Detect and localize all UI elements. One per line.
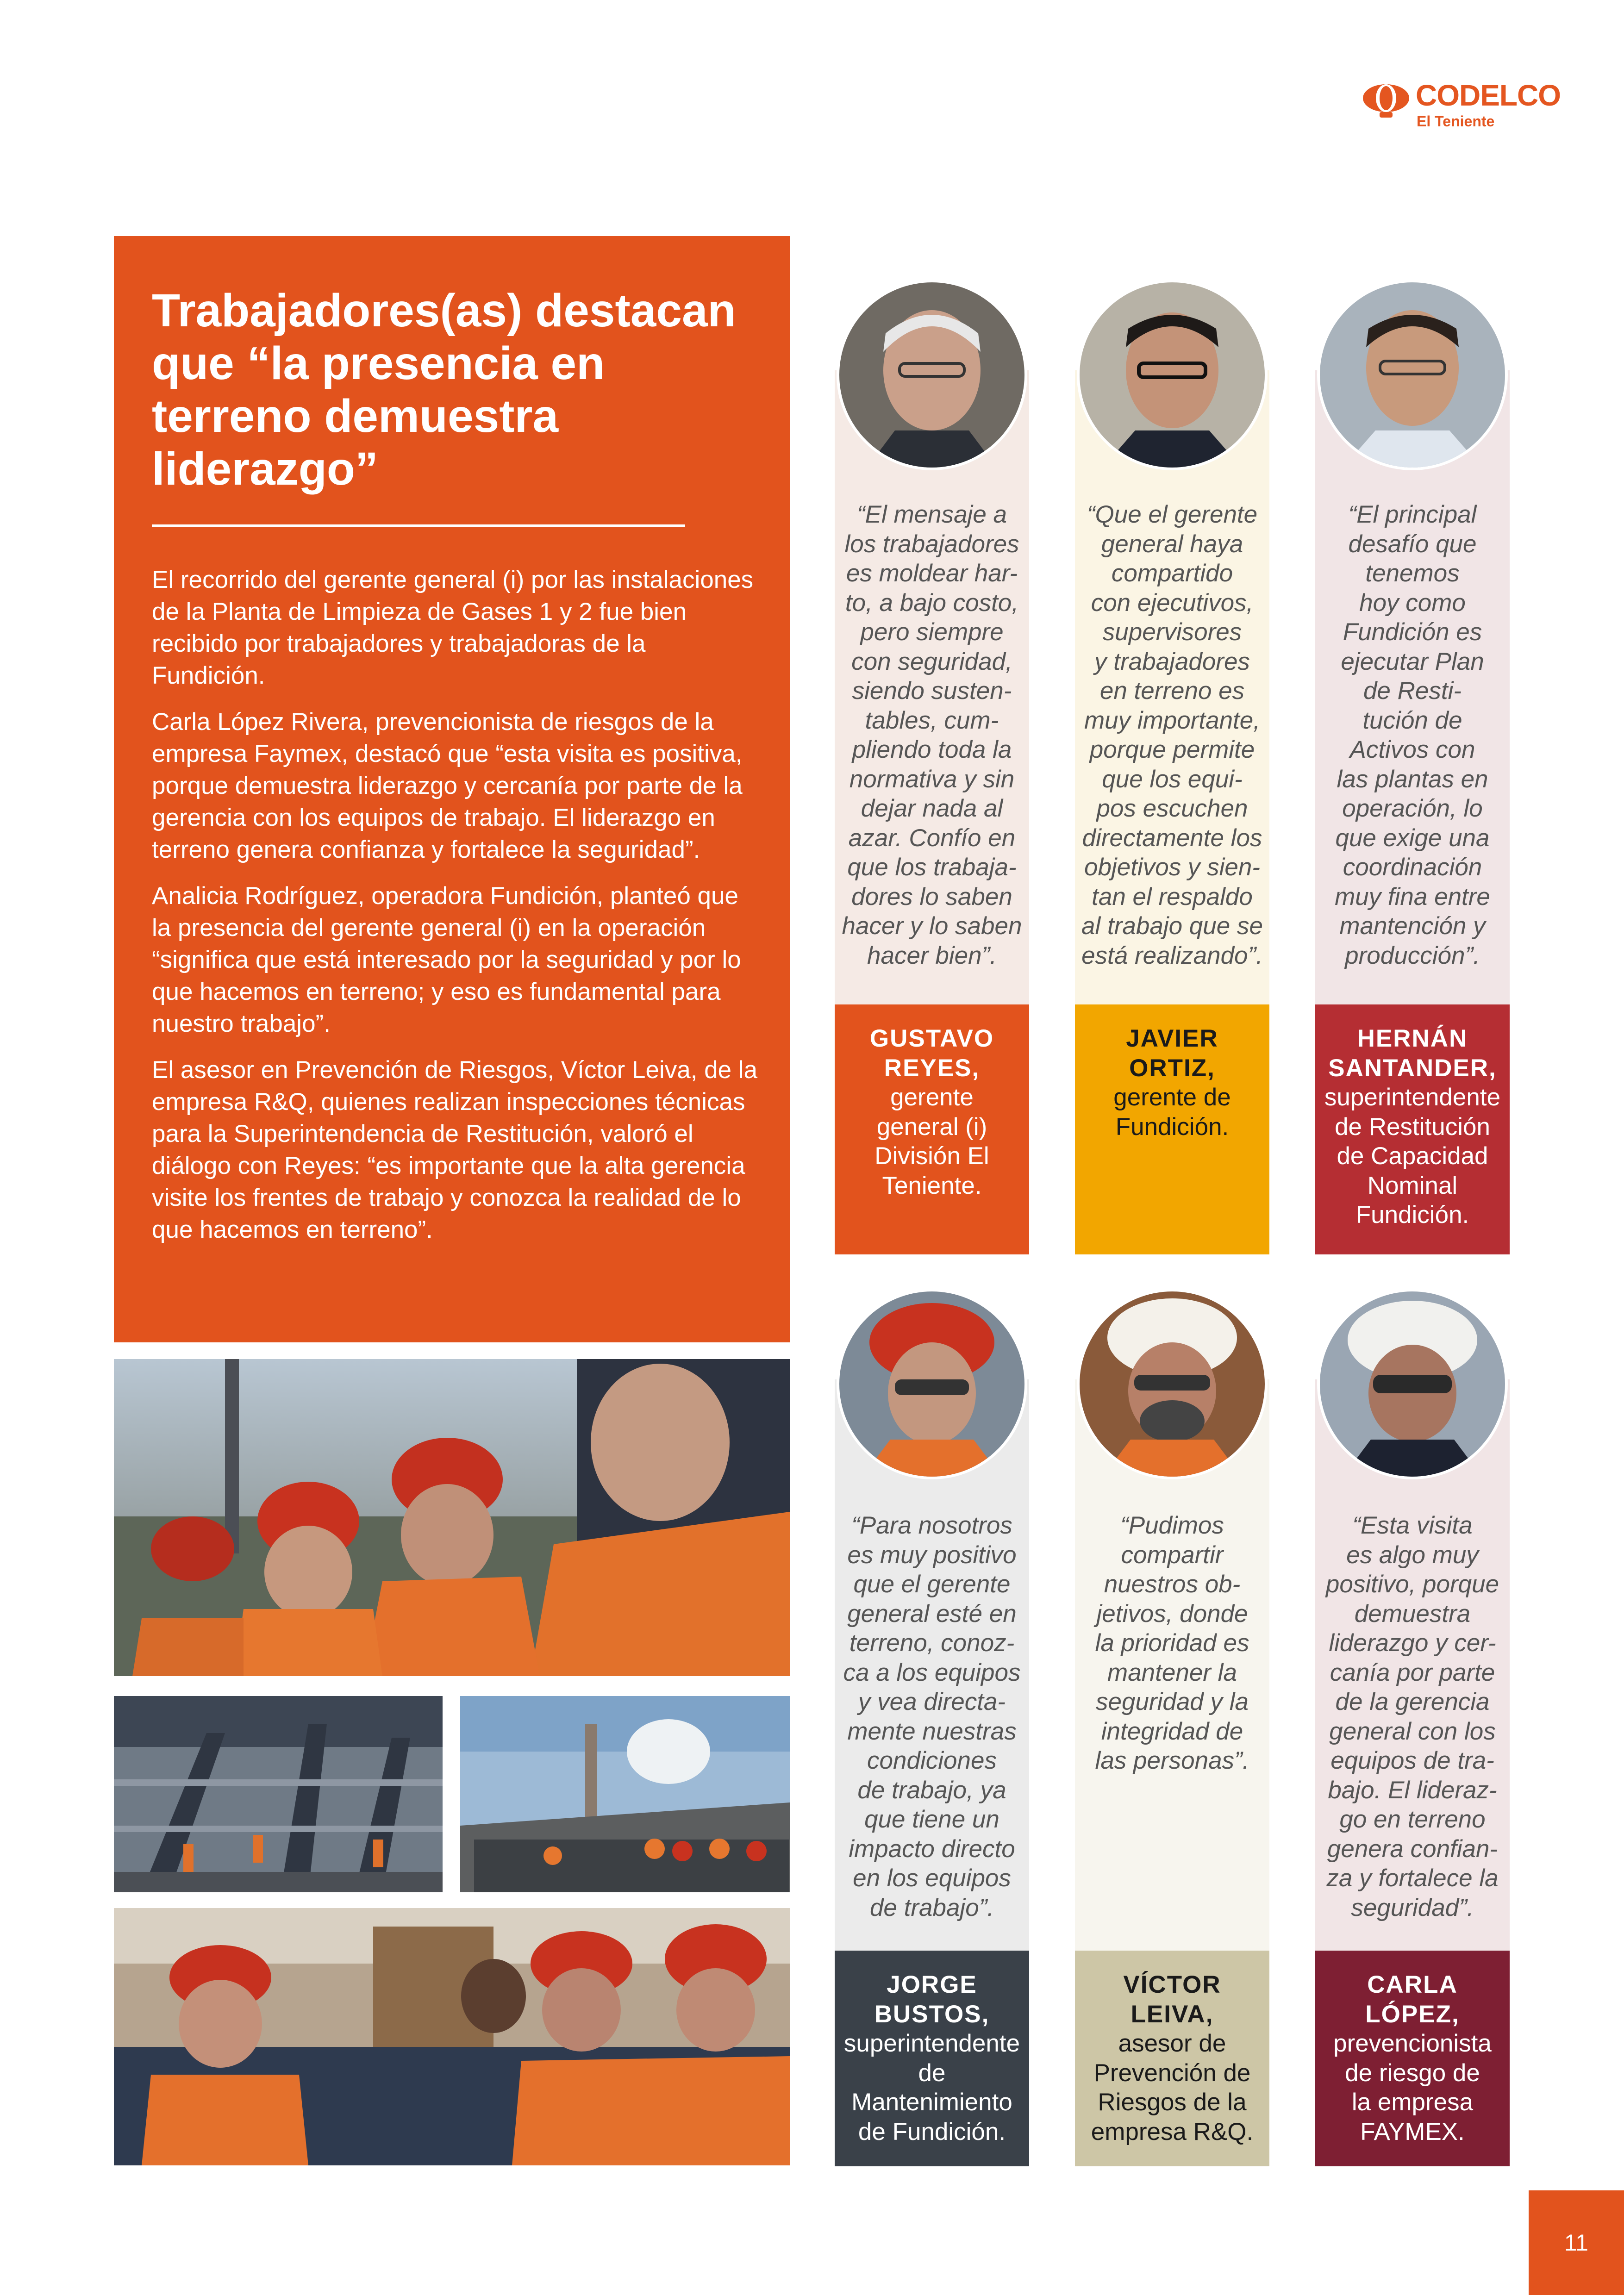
photo-workers-helmets — [114, 1359, 790, 1676]
name-box — [1315, 1004, 1510, 1254]
testimonial-card — [1075, 282, 1269, 1254]
name-box — [835, 1951, 1029, 2166]
person-role: prevencionista de riesgo de la empresa FAYMEX. — [1333, 2030, 1492, 2145]
name-box — [1075, 1004, 1269, 1254]
codelco-globe-icon — [1361, 81, 1411, 120]
person-name: JORGE BUSTOS, — [874, 1971, 990, 2028]
quote-text: “Para nosotros es muy positivo que el gerente general esté en terreno, conoz- ca a los equipos y vea directa- mente nuestras condiciones de trabajo, ya que tiene un impacto directo en los equipos de trabajo”. — [843, 1512, 1021, 1921]
quote-text: “El principal desafío que tenemos hoy como Fundición es ejecutar Plan de Resti- tución de Activos con las plantas en operación, lo que exige una coordinación muy fina entre mantención y producción”. — [1335, 501, 1490, 969]
person-name: VÍCTOR LEIVA, — [1123, 1971, 1221, 2028]
avatar — [1080, 282, 1265, 468]
person-name: JAVIER ORTIZ, — [1126, 1025, 1218, 1082]
avatar — [839, 1291, 1024, 1477]
name-box — [1315, 1951, 1510, 2166]
article-body — [152, 564, 758, 1260]
article-panel — [114, 236, 790, 1342]
testimonial-card — [1315, 282, 1510, 1254]
name-box — [835, 1004, 1029, 1254]
logo-division: El Teniente — [1417, 113, 1495, 130]
photo-smelter-chimney — [460, 1696, 790, 1892]
quote-text: “Que el gerente general haya compartido con ejecutivos, supervisores y trabajadores en terreno es muy importante, porque permite que los equi- pos escuchen directamente los objetivos y sien- tan el respaldo al trabajo que se está realizando”. — [1081, 501, 1263, 969]
person-role: asesor de Prevención de Riesgos de la empresa R&Q. — [1091, 2030, 1254, 2145]
quote-text: “El mensaje a los trabajadores es moldear har- to, a bajo costo, pero siempre con seguridad, siendo susten- tables, cum- pliendo toda la normativa y sin dejar nada al azar. Confío en que los trabaja- dores lo saben hacer y lo saben hacer bien”. — [842, 501, 1022, 969]
testimonial-card — [1075, 1291, 1269, 2166]
avatar — [839, 282, 1024, 468]
person-role: superintendente de Mantenimiento de Fundición. — [843, 2030, 1020, 2145]
testimonial-card — [1315, 1291, 1510, 2166]
testimonial-card — [835, 282, 1029, 1254]
article-paragraph: Carla López Rivera, prevencionista de riesgos de la empresa Faymex, destacó que “esta visita es positiva, porque demuestra liderazgo y cercanía por parte de la gerencia con los equipos de trabajo. El liderazgo en terreno genera confianza y fortalece la seguridad”. — [152, 708, 743, 863]
article-paragraph: El recorrido del gerente general (i) por las instalaciones de la Planta de Limpieza de Gases 1 y 2 fue bien recibido por trabajadores y trabajadoras de la Fundición. — [152, 566, 754, 689]
article-headline: Trabajadores(as) destacan que “la presencia en terreno demuestra liderazgo” — [152, 285, 736, 495]
article-paragraph: Analicia Rodríguez, operadora Fundición, planteó que la presencia del gerente general (i) en la operación “significa que está interesado por la seguridad y por lo que hacemos en terreno; y eso es fundamental para nuestro trabajo”. — [152, 882, 741, 1037]
person-name: CARLA LÓPEZ, — [1365, 1971, 1460, 2028]
person-role: gerente de Fundición. — [1113, 1084, 1231, 1141]
testimonial-card — [835, 1291, 1029, 2166]
person-name: HERNÁN SANTANDER, — [1328, 1025, 1497, 1082]
quote-text: “Pudimos compartir nuestros ob- jetivos, donde la prioridad es mantener la seguridad y la integridad de las personas”. — [1095, 1512, 1249, 1774]
person-name: GUSTAVO REYES, — [869, 1025, 994, 1082]
avatar — [1080, 1291, 1265, 1477]
avatar — [1320, 1291, 1505, 1477]
avatar — [1320, 282, 1505, 468]
logo-brand: CODELCO — [1416, 79, 1561, 112]
page-number: 11 — [1529, 2190, 1624, 2295]
photo-plant-structure — [114, 1696, 443, 1892]
person-role: gerente general (i) División El Teniente. — [874, 1084, 989, 1199]
person-role: superintendente de Restitución de Capacidad Nominal Fundición. — [1324, 1084, 1501, 1229]
article-paragraph: El asesor en Prevención de Riesgos, Víctor Leiva, de la empresa R&Q, quienes realizan inspecciones técnicas para la Superintendencia de Restitución, valoró el diálogo con Reyes: “es importante que la alta gerencia visite los frentes de trabajo y conozca la realidad de lo que hacemos en terreno”. — [152, 1056, 758, 1243]
photo-team-meeting — [114, 1908, 790, 2165]
codelco-logo — [1361, 78, 1561, 133]
quote-text: “Esta visita es algo muy positivo, porque demuestra liderazgo y cer- canía por parte de la gerencia general con los equipos de tra- bajo. El lideraz- go en terreno genera confian- za y fortalece la seguridad”. — [1325, 1512, 1499, 1921]
name-box — [1075, 1951, 1269, 2166]
headline-divider — [152, 524, 685, 527]
